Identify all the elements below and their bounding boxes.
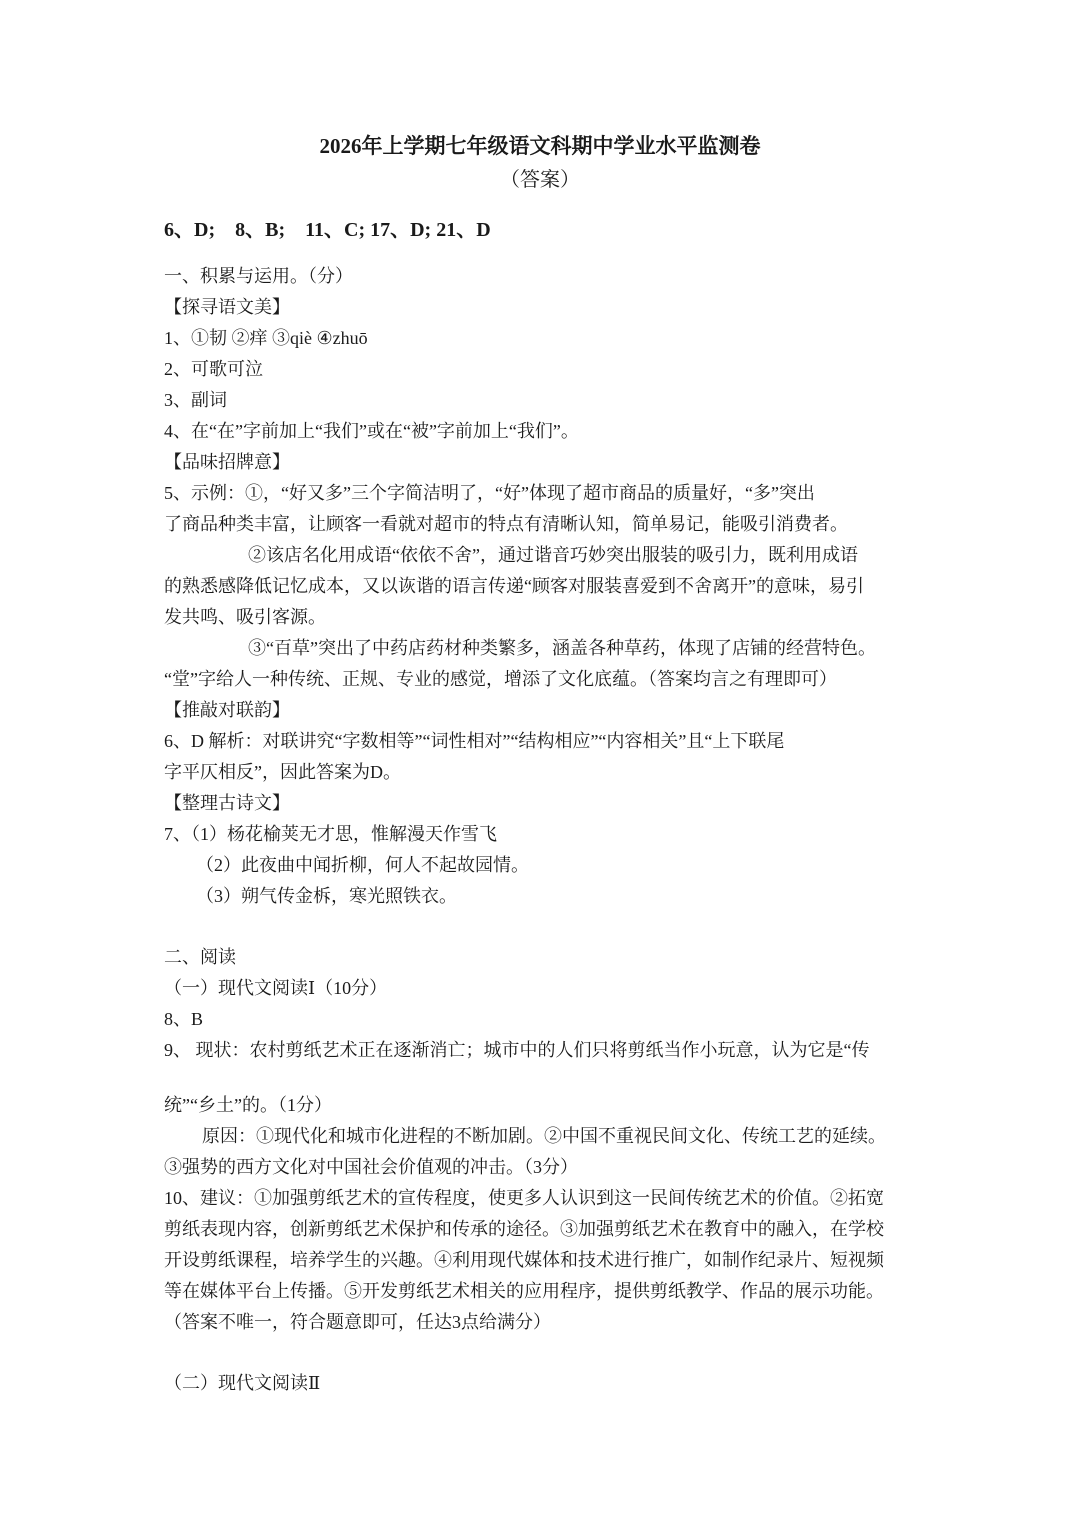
answer-line: 6、D 解析：对联讲究“字数相等”“词性相对”“结构相应”“内容相关”且“上下联尾 (164, 731, 785, 751)
subsection-heading: 【品味招牌意】 (164, 452, 290, 472)
answer-line: 1、①韧 ②痒 ③qiè ④zhuō (164, 328, 368, 348)
subsection-heading: （一）现代文阅读Ⅰ（10分） (164, 978, 388, 998)
answer-line: ②该店名化用成语“依依不舍”，通过谐音巧妙突出服装的吸引力，既利用成语 (248, 545, 858, 565)
subsection-heading: 【探寻语文美】 (164, 297, 290, 317)
answer-line: 8、B (164, 1009, 204, 1029)
answer-line: 5、示例：①，“好又多”三个字简洁明了，“好”体现了超市商品的质量好，“多”突出 (164, 483, 815, 503)
answer-line: 发共鸣、吸引客源。 (164, 607, 326, 627)
subsection-heading: 【推敲对联韵】 (164, 700, 290, 720)
answer-line: 等在媒体平台上传播。⑤开发剪纸艺术相关的应用程序，提供剪纸教学、作品的展示功能。 (164, 1281, 884, 1301)
answer-line: 10、建议：①加强剪纸艺术的宣传程度，使更多人认识到这一民间传统艺术的价值。②拓宽 (164, 1188, 884, 1208)
answer-line: （3）朔气传金柝，寒光照铁衣。 (196, 886, 457, 906)
subsection-heading: （二）现代文阅读Ⅱ (164, 1373, 321, 1393)
answer-line: 的熟悉感降低记忆成本，又以诙谐的语言传递“顾客对服装喜爱到不舍离开”的意味，易引 (164, 576, 864, 596)
answer-line: ③强势的西方文化对中国社会价值观的冲击。（3分） (164, 1157, 578, 1177)
answer-line: 9、 现状：农村剪纸艺术正在逐渐消亡；城市中的人们只将剪纸当作小玩意，认为它是“传 (164, 1040, 870, 1060)
answer-line: 2、可歌可泣 (164, 359, 263, 379)
answer-line: 3、副词 (164, 390, 227, 410)
answer-line: 7、（1）杨花榆荚无才思，惟解漫天作雪飞 (164, 824, 497, 844)
section-heading: 二、阅读 (164, 947, 236, 967)
section-heading: 一、积累与运用。（分） (164, 266, 353, 286)
answer-line: 统”“乡土”的。（1分） (164, 1095, 332, 1115)
answer-line: ③“百草”突出了中药店药材种类繁多，涵盖各种草药，体现了店铺的经营特色。 (248, 638, 876, 658)
answer-line: 字平仄相反”，因此答案为D。 (164, 762, 401, 782)
answer-line: 4、在“在”字前加上“我们”或在“被”字前加上“我们”。 (164, 421, 579, 441)
answer-line: “堂”字给人一种传统、正规、专业的感觉，增添了文化底蕴。（答案均言之有理即可） (164, 669, 837, 689)
answer-line: 了商品种类丰富，让顾客一看就对超市的特点有清晰认知，简单易记，能吸引消费者。 (164, 514, 848, 534)
document-title: 2026年上学期七年级语文科期中学业水平监测卷 (319, 134, 761, 158)
answer-line: 原因：①现代化和城市化进程的不断加剧。②中国不重视民间文化、传统工艺的延续。 (202, 1126, 886, 1146)
answer-line: （2）此夜曲中闻折柳，何人不起故园情。 (196, 855, 529, 875)
document-subtitle: （答案） (500, 169, 580, 191)
answer-line: 剪纸表现内容，创新剪纸艺术保护和传承的途径。③加强剪纸艺术在教育中的融入，在学校 (164, 1219, 884, 1239)
subsection-heading: 【整理古诗文】 (164, 793, 290, 813)
answer-line: （答案不唯一，符合题意即可，任达3点给满分） (164, 1312, 551, 1332)
multiple-choice-key-line: 6、D; 8、B; 11、C; 17、D; 21、D (164, 219, 491, 241)
answer-line: 开设剪纸课程，培养学生的兴趣。④利用现代媒体和技术进行推广，如制作纪录片、短视频 (164, 1250, 884, 1270)
